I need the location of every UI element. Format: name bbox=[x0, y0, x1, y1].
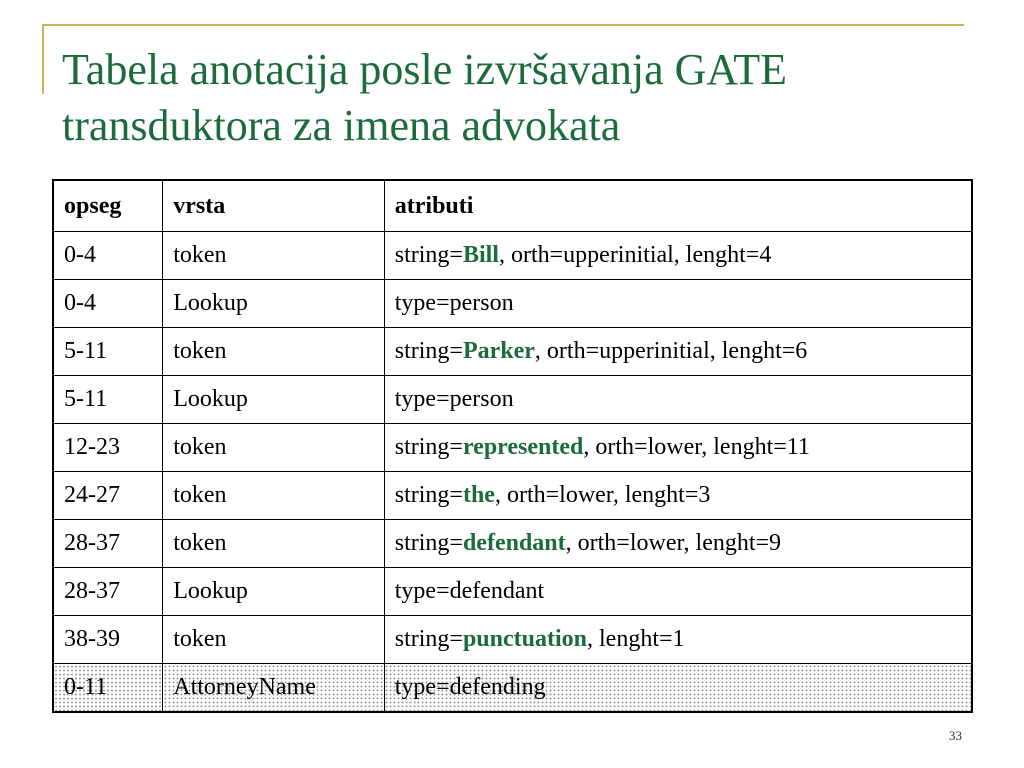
attr-value: represented bbox=[462, 434, 584, 460]
attr-value: the bbox=[462, 482, 495, 508]
cell-span: 12-23 bbox=[53, 424, 163, 472]
cell-attributes bbox=[384, 568, 972, 616]
cell-attributes bbox=[384, 616, 972, 664]
table-row bbox=[53, 232, 972, 280]
attr-value: punctuation bbox=[462, 626, 587, 652]
decorative-top-rule bbox=[42, 24, 964, 26]
attr-prefix: string= bbox=[394, 338, 463, 364]
attr-prefix: type=defendant bbox=[394, 578, 545, 604]
cell-attributes bbox=[384, 376, 972, 424]
cell-attributes bbox=[384, 472, 972, 520]
header-attributes: atributi bbox=[384, 180, 972, 232]
cell-type: token bbox=[163, 424, 385, 472]
cell-attributes bbox=[384, 280, 972, 328]
attr-value: Bill bbox=[462, 242, 499, 268]
page-number: 33 bbox=[949, 728, 962, 743]
attr-value: defendant bbox=[462, 530, 566, 556]
table-row bbox=[53, 424, 972, 472]
cell-type: token bbox=[163, 472, 385, 520]
attr-prefix: string= bbox=[394, 434, 463, 460]
cell-span: 5-11 bbox=[53, 328, 163, 376]
table-row bbox=[53, 520, 972, 568]
table-row bbox=[53, 376, 972, 424]
cell-attributes bbox=[384, 232, 972, 280]
header-span: opseg bbox=[53, 180, 163, 232]
slide-title: Tabela anotacija posle izvršavanja GATE transduktora za imena advokata bbox=[62, 45, 788, 150]
attr-suffix: , orth=upperinitial, lenght=4 bbox=[498, 242, 772, 268]
cell-type: Lookup bbox=[163, 376, 385, 424]
cell-span: 5-11 bbox=[53, 376, 163, 424]
cell-type: token bbox=[163, 616, 385, 664]
cell-span: 38-39 bbox=[53, 616, 163, 664]
attr-suffix: , orth=upperinitial, lenght=6 bbox=[534, 338, 808, 364]
cell-attributes bbox=[384, 328, 972, 376]
cell-type: AttorneyName bbox=[163, 664, 385, 713]
attr-suffix: , lenght=1 bbox=[587, 626, 685, 652]
annotation-table bbox=[52, 179, 973, 713]
cell-span: 0-4 bbox=[53, 232, 163, 280]
attr-prefix: type=person bbox=[394, 386, 514, 412]
cell-type: token bbox=[163, 328, 385, 376]
table-row bbox=[53, 568, 972, 616]
cell-type: Lookup bbox=[163, 280, 385, 328]
attr-prefix: string= bbox=[394, 530, 463, 556]
cell-attributes bbox=[384, 520, 972, 568]
attr-prefix: string= bbox=[394, 626, 463, 652]
table-row bbox=[53, 472, 972, 520]
cell-type: token bbox=[163, 520, 385, 568]
cell-type: Lookup bbox=[163, 568, 385, 616]
table-row bbox=[53, 328, 972, 376]
cell-span: 28-37 bbox=[53, 568, 163, 616]
attr-suffix: , orth=lower, lenght=3 bbox=[494, 482, 711, 508]
header-type: vrsta bbox=[163, 180, 385, 232]
table-header-row bbox=[53, 180, 972, 232]
attr-prefix: type=defending bbox=[394, 674, 546, 700]
attr-prefix: string= bbox=[394, 482, 463, 508]
cell-span: 0-4 bbox=[53, 280, 163, 328]
cell-type: token bbox=[163, 232, 385, 280]
table-row-highlighted bbox=[53, 664, 972, 713]
cell-attributes bbox=[384, 424, 972, 472]
attr-suffix: , orth=lower, lenght=11 bbox=[583, 434, 810, 460]
cell-span: 24-27 bbox=[53, 472, 163, 520]
table-row bbox=[53, 280, 972, 328]
attr-prefix: string= bbox=[394, 242, 463, 268]
cell-span: 0-11 bbox=[53, 664, 163, 713]
attr-suffix: , orth=lower, lenght=9 bbox=[565, 530, 782, 556]
decorative-left-rule bbox=[42, 24, 44, 94]
cell-attributes bbox=[384, 664, 972, 713]
table-row bbox=[53, 616, 972, 664]
cell-span: 28-37 bbox=[53, 520, 163, 568]
attr-value: Parker bbox=[462, 338, 535, 364]
attr-prefix: type=person bbox=[394, 290, 514, 316]
